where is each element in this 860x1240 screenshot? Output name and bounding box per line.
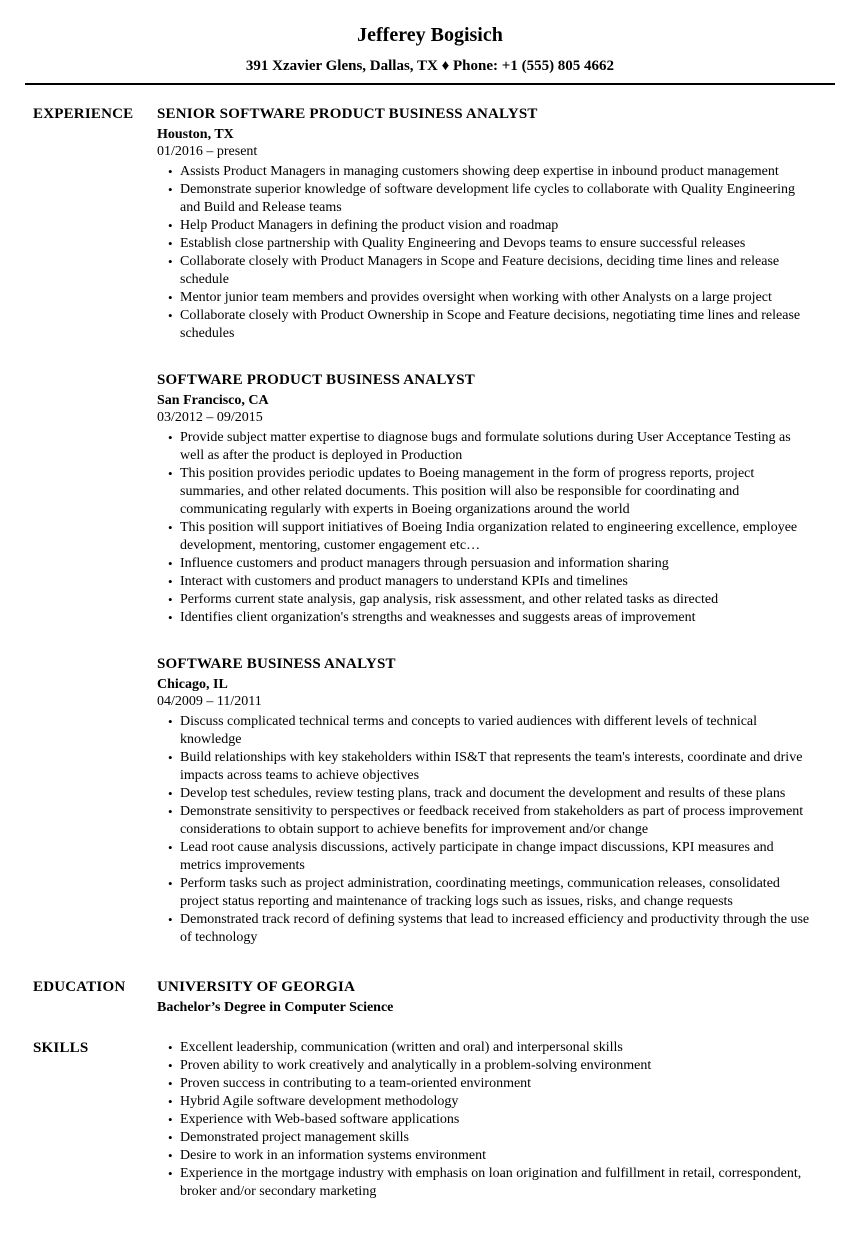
bullet-item: • Proven success in contributing to a team-oriented environment: [168, 1075, 810, 1093]
job-location: Chicago, IL: [157, 677, 228, 692]
job-entry-1: [157, 105, 810, 343]
bullet-item: • Assists Product Managers in managing customers showing deep expertise in inbound product management: [168, 163, 810, 181]
bullet-item: • Demonstrate sensitivity to perspectives or feedback received from stakeholders as part of process improvement considerations to obtain support to achieve benefits for improvement and/or change: [168, 803, 810, 839]
bullet-item: • Demonstrate superior knowledge of software development life cycles to collaborate with Quality Engineering and Build and Release teams: [168, 181, 810, 217]
experience-entries: [157, 105, 810, 947]
job-entry-3: [157, 655, 810, 947]
skills-section: [33, 1039, 810, 1201]
job-title: SOFTWARE BUSINESS ANALYST: [157, 656, 396, 672]
bullet-item: • Perform tasks such as project administration, coordinating meetings, communication releases, consolidated project status reporting and maintenance of tracking logs such as issues, risks, and change requests: [168, 875, 810, 911]
bullet-item: • Build relationships with key stakeholders within IS&T that represents the team's interests, coordinate and drive impacts across teams to achieve objectives: [168, 749, 810, 785]
bullet-item: • Hybrid Agile software development methodology: [168, 1093, 810, 1111]
bullet-item: • Performs current state analysis, gap analysis, risk assessment, and other related tasks as directed: [168, 591, 810, 609]
job-bullet-list: [157, 429, 810, 627]
bullet-item: • Demonstrated project management skills: [168, 1129, 810, 1147]
bullet-item: • Discuss complicated technical terms and concepts to varied audiences with different levels of technical knowledge: [168, 713, 810, 749]
bullet-item: • Establish close partnership with Quality Engineering and Devops teams to ensure successful releases: [168, 235, 810, 253]
bullet-item: • Develop test schedules, review testing plans, track and document the development and results of these plans: [168, 785, 810, 803]
education-degree: Bachelor’s Degree in Computer Science: [157, 1000, 394, 1015]
bullet-item: • This position provides periodic updates to Boeing management in the form of progress reports, project summaries, and other related documents. This position will also be responsible for coordinating and communicating regularly with experts in Boeing organizations around the world: [168, 465, 810, 519]
education-section: [33, 978, 810, 1017]
bullet-item: • Proven ability to work creatively and analytically in a problem-solving environment: [168, 1057, 810, 1075]
bullet-item: • Lead root cause analysis discussions, actively participate in change impact discussions, KPI measures and metrics improvements: [168, 839, 810, 875]
bullet-item: • Experience in the mortgage industry with emphasis on loan origination and fulfillment in retail, correspondent, broker and/or secondary marketing: [168, 1165, 810, 1201]
job-dates: 03/2012 – 09/2015: [157, 410, 263, 425]
bullet-item: • Desire to work in an information systems environment: [168, 1147, 810, 1165]
bullet-item: • Experience with Web-based software applications: [168, 1111, 810, 1129]
job-location: San Francisco, CA: [157, 393, 269, 408]
bullet-item: • Excellent leadership, communication (written and oral) and interpersonal skills: [168, 1039, 810, 1057]
experience-section-label: EXPERIENCE: [33, 106, 134, 122]
bullet-item: • Collaborate closely with Product Ownership in Scope and Feature decisions, negotiating time lines and release schedules: [168, 307, 810, 343]
bullet-item: • Mentor junior team members and provides oversight when working with other Analysts on a large project: [168, 289, 810, 307]
skills-entries: [157, 1039, 810, 1201]
contact-line: 391 Xzavier Glens, Dallas, TX ♦ Phone: +1 (555) 805 4662: [245, 58, 615, 74]
bullet-item: • Identifies client organization's strengths and weaknesses and suggests areas of improvement: [168, 609, 810, 627]
bullet-item: • Collaborate closely with Product Managers in Scope and Feature decisions, deciding time lines and release schedule: [168, 253, 810, 289]
job-bullet-list: [157, 713, 810, 947]
education-school: UNIVERSITY OF GEORGIA: [157, 979, 356, 995]
job-title: SENIOR SOFTWARE PRODUCT BUSINESS ANALYST: [157, 106, 538, 122]
job-dates: 04/2009 – 11/2011: [157, 694, 262, 709]
job-bullet-list: [157, 163, 810, 343]
person-name: Jefferey Bogisich: [357, 24, 503, 46]
bullet-item: • Influence customers and product managers through persuasion and information sharing: [168, 555, 810, 573]
bullet-item: • Demonstrated track record of defining systems that lead to increased efficiency and productivity through the use of technology: [168, 911, 810, 947]
bullet-item: • Provide subject matter expertise to diagnose bugs and formulate solutions during User Acceptance Testing as well as after the product is deployed in Production: [168, 429, 810, 465]
skills-bullet-list: [157, 1039, 810, 1201]
resume-body: [0, 105, 860, 1201]
skills-section-label: SKILLS: [33, 1040, 89, 1056]
job-location: Houston, TX: [157, 127, 234, 142]
job-dates: 01/2016 – present: [157, 144, 258, 159]
bullet-item: • Help Product Managers in defining the product vision and roadmap: [168, 217, 810, 235]
bullet-item: • This position will support initiatives of Boeing India organization related to engineering excellence, employee development, mentoring, customer engagement etc…: [168, 519, 810, 555]
education-section-label: EDUCATION: [33, 979, 126, 995]
job-entry-2: [157, 371, 810, 627]
job-title: SOFTWARE PRODUCT BUSINESS ANALYST: [157, 372, 475, 388]
experience-section: [33, 105, 810, 947]
education-entry: [157, 978, 810, 1017]
header-divider: [25, 83, 835, 85]
bullet-item: • Interact with customers and product managers to understand KPIs and timelines: [168, 573, 810, 591]
